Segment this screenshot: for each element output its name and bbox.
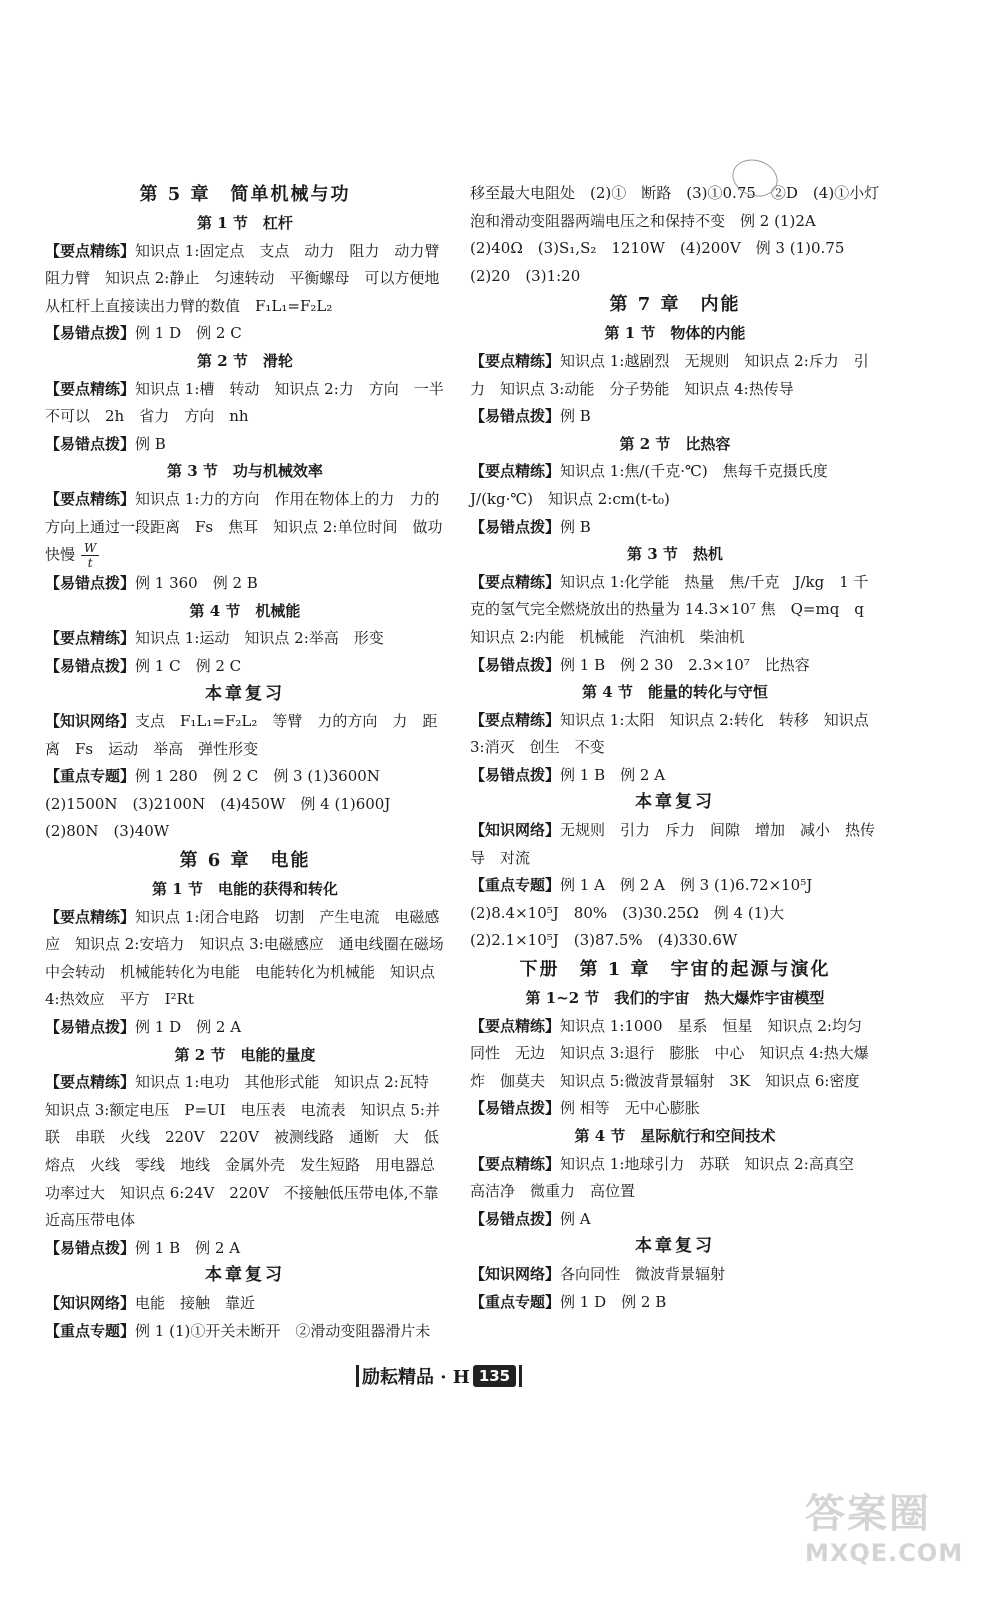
error-tips (45, 1235, 445, 1263)
chapter-6-title: 第 6 章 电能 (179, 850, 311, 872)
footer-bar-left (356, 1365, 359, 1387)
tag-label: 【要点精练】 (45, 1073, 136, 1092)
tag-label: 【要点精练】 (45, 241, 136, 260)
section-title: 第 2 节 电能的量度 (174, 1045, 316, 1064)
key-points (470, 1013, 880, 1096)
answer-text: 知识点 1:越剧烈 无规则 知识点 2:斥力 引力 知识点 3:动能 分子势能 知识点 4:热传导 (470, 351, 869, 398)
error-tips (45, 431, 445, 459)
tag-label: 【要点精练】 (45, 489, 136, 508)
answer-text: 例 1 D 例 2 B (560, 1292, 667, 1311)
key-points (45, 904, 445, 1014)
tag-label: 【易错点拨】 (470, 407, 561, 426)
tag-label: 【易错点拨】 (45, 1018, 136, 1037)
watermark-title: 答案圈 (805, 1491, 931, 1537)
answer-text: 知识点 1:力的方向 作用在物体上的力 力的方向上通过一段距离 Fs 焦耳 知识点 2:单位时间 做功快慢 (45, 489, 443, 564)
chapter-review-title: 本章复习 (635, 792, 715, 813)
footer-bar-right (519, 1365, 522, 1387)
error-tips (470, 514, 880, 542)
answer-text: 各向同性 微波背景辐射 (560, 1264, 726, 1283)
tag-label: 【易错点拨】 (45, 656, 136, 675)
tag-label: 【知识网络】 (45, 712, 136, 731)
key-topics (470, 872, 880, 955)
error-tips (470, 1206, 880, 1234)
answer-text: 例 1 B 例 2 A (135, 1238, 241, 1257)
key-points (470, 458, 880, 513)
answer-text: 知识点 1:化学能 热量 焦/千克 J/kg 1 千克的氢气完全燃烧放出的热量为 14.3×10⁷ 焦 Q=mq q 知识点 2:内能 机械能 汽油机 柴油机 (470, 572, 879, 646)
watermark-logo (805, 1490, 965, 1580)
answer-text: 知识点 1:电功 其他形式能 知识点 2:瓦特 知识点 3:额定电压 P=UI 电压表 电流表 知识点 5:并联 串联 火线 220V 220V 被测线路 通断 大 低 熔点 火线 零线 地线 金属外壳 发生短路 用电器总功率过大 知识点 6:24V 220V 不接触低压带电体,不靠近高压带电体 (45, 1073, 454, 1230)
error-tips (45, 1014, 445, 1042)
answer-text: 例 1 B 例 2 A (560, 765, 666, 784)
tag-label: 【易错点拨】 (470, 517, 561, 536)
error-tips (45, 320, 445, 348)
section-title: 第 2 节 滑轮 (197, 351, 293, 370)
answer-text: 例 1 D 例 2 A (135, 1018, 242, 1037)
section-title: 第 1 节 物体的内能 (604, 324, 746, 343)
answer-text: 知识点 1:运动 知识点 2:举高 形变 (135, 629, 384, 648)
watermark-url: MXQE.COM (805, 1539, 964, 1567)
fraction-denominator: t (87, 556, 93, 571)
key-points (45, 376, 459, 431)
tag-label: 【知识网络】 (45, 1293, 136, 1312)
section-title: 第 2 节 比热容 (619, 434, 731, 453)
footer-brand: 励耘精品 · H (362, 1367, 470, 1388)
section-title: 第 4 节 星际航行和空间技术 (574, 1127, 776, 1145)
error-tips (470, 1095, 880, 1123)
answer-text: 例 B (560, 407, 591, 426)
tag-label: 【易错点拨】 (45, 574, 136, 593)
error-tips (470, 403, 880, 431)
tag-label: 【要点精练】 (470, 462, 561, 481)
answer-text: 无规则 引力 斥力 间隙 增加 减小 热传导 对流 (470, 821, 876, 867)
tag-label: 【要点精练】 (45, 907, 136, 926)
answer-text: 例 B (135, 434, 166, 453)
answer-text: 例 1 280 例 2 C 例 3 (1)3600N (2)1500N (3)2100N (4)450W 例 4 (1)600J (2)80N (3)40W (45, 767, 406, 841)
key-points (45, 238, 455, 321)
fraction-numerator: W (81, 541, 99, 556)
key-points (470, 569, 880, 652)
tag-label: 【要点精练】 (470, 710, 561, 729)
key-topics (470, 1289, 880, 1317)
volume2-chapter-1-title: 下册 第 1 章 宇宙的起源与演化 (519, 959, 831, 981)
tag-label: 【要点精练】 (45, 379, 136, 398)
page-number: 135 (473, 1365, 516, 1387)
section-title: 第 1~2 节 我们的宇宙 热大爆炸宇宙模型 (525, 989, 825, 1008)
answer-text: 电能 接触 靠近 (135, 1293, 256, 1312)
tag-label: 【要点精练】 (470, 1154, 561, 1173)
section-title: 第 1 节 杠杆 (197, 214, 293, 232)
tag-label: 【易错点拨】 (470, 765, 561, 784)
key-points (45, 486, 445, 570)
chapter-review-title: 本章复习 (635, 1236, 715, 1257)
knowledge-network (470, 817, 880, 872)
answer-text: 知识点 1:固定点 支点 动力 阻力 动力臂 阻力臂 知识点 2:静止 匀速转动 平衡螺母 可以方便地从杠杆上直接读出力臂的数值 F₁L₁=F₂L₂ (45, 241, 455, 315)
answer-text: 例 1 B 例 2 30 2.3×10⁷ 比热容 (560, 655, 810, 674)
tag-label: 【易错点拨】 (470, 1209, 561, 1228)
chapter-7-title: 第 7 章 内能 (609, 294, 741, 316)
answer-text: 知识点 1:焦/(千克·℃) 焦每千克摄氏度 J/(kg·℃) 知识点 2:cm(t-t₀) (470, 462, 843, 508)
answer-text: 例 1 360 例 2 B (135, 574, 258, 593)
chapter-review-title: 本章复习 (205, 1265, 285, 1286)
knowledge-network (45, 1290, 445, 1318)
answer-text: 知识点 1:地球引力 苏联 知识点 2:高真空 高洁净 微重力 高位置 (470, 1154, 869, 1201)
tag-label: 【要点精练】 (45, 629, 136, 648)
knowledge-network (45, 708, 445, 763)
answer-text: 例 A (560, 1209, 591, 1228)
tag-label: 【重点专题】 (45, 767, 136, 786)
key-topics (45, 1318, 445, 1346)
key-points (470, 707, 880, 762)
tag-label: 【易错点拨】 (470, 1099, 561, 1118)
key-points (45, 1069, 454, 1235)
tag-label: 【知识网络】 (470, 1264, 561, 1283)
key-topics (45, 763, 445, 846)
error-tips (45, 570, 445, 598)
tag-label: 【易错点拨】 (470, 655, 561, 674)
section-title: 第 4 节 能量的转化与守恒 (582, 683, 768, 702)
section-title: 第 3 节 热机 (627, 545, 723, 564)
answer-text: 例 1 A 例 2 A 例 3 (1)6.72×10⁵J (2)8.4×10⁵J 80% (3)30.25Ω 例 4 (1)大 (2)2.1×10⁵J (3)87.5% (4)330.6W (470, 876, 828, 950)
answer-text: 例 1 D 例 2 C (135, 324, 242, 343)
answer-text: 知识点 1:槽 转动 知识点 2:力 方向 一半 不可以 2h 省力 方向 nh (45, 379, 459, 426)
key-points (470, 348, 880, 403)
tag-label: 【知识网络】 (470, 821, 561, 840)
error-tips (470, 762, 880, 790)
tag-label: 【重点专题】 (470, 876, 561, 895)
continued-answer: 移至最大电阻处 (2)① 断路 (3)①0.75 ②D (4)①小灯泡和滑动变阻器两端电压之和保持不变 例 2 (1)2A (2)40Ω (3)S₁,S₂ 1210W (4)200V 例 3 (1)0.75 (2)20 (3)1:20 (470, 184, 880, 285)
key-points (470, 1151, 880, 1206)
right-column (470, 180, 880, 1316)
tag-label: 【易错点拨】 (45, 434, 136, 453)
tag-label: 【易错点拨】 (45, 324, 136, 343)
tag-label: 【重点专题】 (470, 1292, 561, 1311)
answer-text: 例 1 C 例 2 C (135, 656, 242, 675)
answer-text: 例 1 (1)①开关未断开 ②滑动变阻器滑片未 (135, 1321, 431, 1340)
error-tips (45, 653, 445, 681)
knowledge-network (470, 1261, 880, 1289)
answer-text: 支点 F₁L₁=F₂L₂ 等臂 力的方向 力 距离 Fs 运动 举高 弹性形变 (45, 712, 438, 758)
answer-text: 知识点 1:闭合电路 切割 产生电流 电磁感应 知识点 2:安培力 知识点 3:电磁感应 通电线圈在磁场中会转动 机械能转化为电能 电能转化为机械能 知识点 4:热效应 平方 I²Rt (45, 907, 444, 1009)
answer-text: 知识点 1:1000 星系 恒星 知识点 2:均匀 同性 无边 知识点 3:退行 膨胀 中心 知识点 4:热大爆炸 伽莫夫 知识点 5:微波背景辐射 3K 知识点 6:密度 (470, 1016, 877, 1090)
page-footer (356, 1363, 522, 1389)
tag-label: 【要点精练】 (470, 572, 561, 591)
section-title: 第 4 节 机械能 (189, 601, 301, 620)
section-title: 第 3 节 功与机械效率 (167, 462, 323, 481)
tag-label: 【要点精练】 (470, 351, 561, 370)
answer-text: 知识点 1:太阳 知识点 2:转化 转移 知识点 3:消灭 创生 不变 (470, 710, 869, 757)
tag-label: 【易错点拨】 (45, 1238, 136, 1257)
tag-label: 【要点精练】 (470, 1016, 561, 1035)
power-fraction (81, 541, 99, 570)
section-title: 第 1 节 电能的获得和转化 (152, 880, 338, 899)
tag-label: 【重点专题】 (45, 1321, 136, 1340)
error-tips (470, 652, 880, 680)
chapter-review-title: 本章复习 (205, 683, 285, 704)
left-column (45, 180, 459, 1345)
key-points (45, 625, 445, 653)
answer-text: 例 相等 无中心膨胀 (560, 1099, 700, 1118)
answer-text: 例 B (560, 517, 591, 536)
chapter-5-title: 第 5 章 简单机械与功 (139, 184, 351, 205)
